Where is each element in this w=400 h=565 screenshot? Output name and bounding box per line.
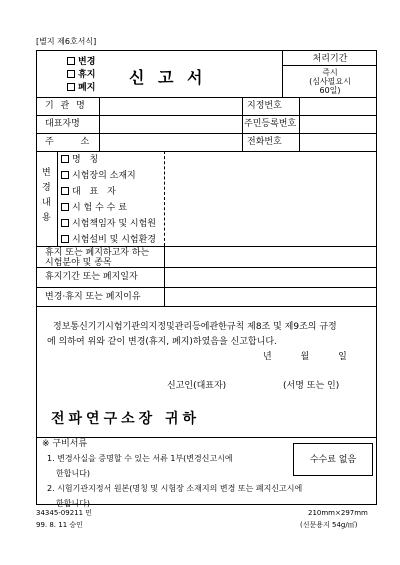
change-item-location[interactable]: 시험장의 소재지 xyxy=(61,171,136,181)
checkbox-icon xyxy=(61,219,69,227)
processing-value: (심사필요시 xyxy=(309,77,351,86)
document-item-2: 2. 시험기관지정서 원본(명칭 및 시험장 소재지의 변경 또는 폐지신고시에 xyxy=(47,484,303,493)
form-number: [별지 제6호서식] xyxy=(36,37,97,46)
reason-input[interactable] xyxy=(166,288,376,306)
checkbox-icon xyxy=(61,187,69,195)
paper-size: 210mm×297mm xyxy=(308,509,368,517)
option-change[interactable]: 변경 xyxy=(67,57,95,67)
change-item-equipment[interactable]: 시험설비 및 시험환경 xyxy=(61,235,156,245)
form-frame xyxy=(36,50,377,508)
change-item-name[interactable]: 명 칭 xyxy=(61,155,101,165)
address-field[interactable] xyxy=(100,134,240,150)
checkbox-icon xyxy=(67,57,75,65)
change-details-field[interactable] xyxy=(166,152,376,245)
checkbox-icon xyxy=(61,235,69,243)
addressee: 전파연구소장 귀하 xyxy=(51,411,201,427)
label-suspend-field: 휴지 또는 폐지하고자 하는 xyxy=(45,248,150,258)
signature-placeholder: (서명 또는 인) xyxy=(283,381,340,391)
designation-no-field[interactable] xyxy=(300,98,376,114)
statement-line-2: 에 의하여 위와 같이 변경(휴지, 폐지)하였음을 신고합니다. xyxy=(47,337,277,347)
fee-label: 수수료 없음 xyxy=(309,455,357,465)
checkbox-icon xyxy=(61,203,69,211)
checkbox-icon xyxy=(61,171,69,179)
change-label-4: 용 xyxy=(42,213,51,223)
representative-field[interactable] xyxy=(100,116,240,132)
statement-line-1: 정보통신기기시험기관의지정및관리등에관한규칙 제8조 및 제9조의 규정 xyxy=(53,322,337,332)
checkbox-icon xyxy=(67,70,75,78)
label-representative: 대표자명 xyxy=(45,119,80,129)
label-address: 주 소 xyxy=(45,137,102,147)
fee-box xyxy=(293,443,373,476)
processing-value: 60일) xyxy=(319,86,341,95)
checkbox-icon xyxy=(67,83,75,91)
paper-type: (신문용지 54g/㎡) xyxy=(300,521,358,529)
checkbox-icon xyxy=(61,155,69,163)
processing-header: 처리기간 xyxy=(312,54,348,64)
form-code: 34345-09211 민 xyxy=(36,509,93,517)
period-input[interactable] xyxy=(166,268,376,286)
label-suspend-field: 시험분야 및 종목 xyxy=(45,258,112,268)
processing-value: 즉시 xyxy=(322,68,338,77)
suspend-field-input[interactable] xyxy=(166,247,376,266)
documents-header: ※ 구비서류 xyxy=(42,439,88,449)
resident-no-field[interactable] xyxy=(300,116,376,132)
change-label-1: 변 xyxy=(42,168,51,178)
org-name-field[interactable] xyxy=(100,98,240,114)
label-reason: 변경·휴지 또는 폐지이유 xyxy=(45,292,141,302)
form-title: 신 고 서 xyxy=(129,68,207,87)
change-item-fee[interactable]: 시 험 수 수 료 xyxy=(61,203,127,213)
label-period: 휴지기간 또는 폐지일자 xyxy=(45,272,138,282)
option-close[interactable]: 폐지 xyxy=(67,83,95,93)
approval-date: 99. 8. 11 승인 xyxy=(36,521,83,529)
change-label-2: 경 xyxy=(42,183,51,193)
document-item-1: 1. 변경사실을 증명할 수 있는 서류 1부(변경신고시에 xyxy=(47,454,233,463)
label-resident-no: 주민등록번호 xyxy=(244,119,297,129)
phone-field[interactable] xyxy=(300,134,376,150)
statement-date: 년 월 일 xyxy=(263,352,347,362)
change-label-3: 내 xyxy=(42,198,51,208)
change-item-representative[interactable]: 대 표 자 xyxy=(61,187,119,197)
applicant-label: 신고인(대표자) xyxy=(167,381,227,391)
option-suspend[interactable]: 휴지 xyxy=(67,70,95,80)
label-phone: 전화번호 xyxy=(247,137,282,147)
document-item-1-cont: 한합니다) xyxy=(56,469,91,478)
label-org-name: 기 관 명 xyxy=(45,101,87,111)
label-designation-no: 지정번호 xyxy=(247,101,282,111)
document-item-2-cont: 한합니다) xyxy=(56,499,91,508)
change-item-staff[interactable]: 시험책임자 및 시험원 xyxy=(61,219,156,229)
